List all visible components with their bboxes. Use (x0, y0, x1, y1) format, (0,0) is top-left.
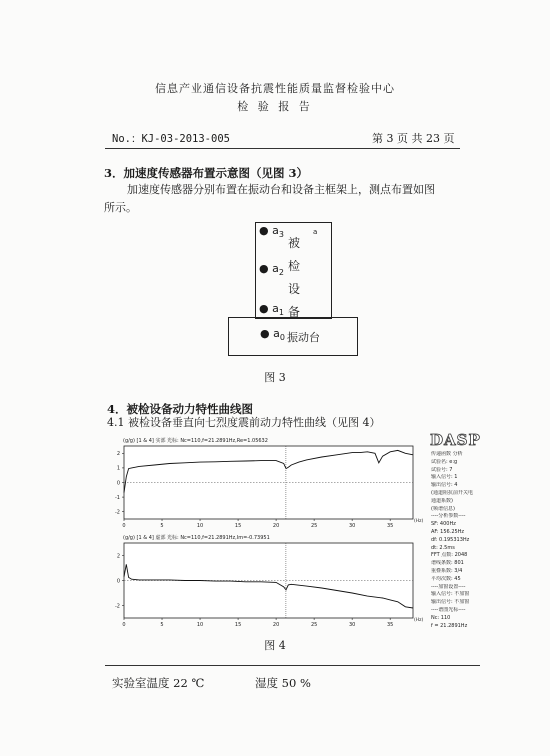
x-tick-label: 10 (196, 523, 204, 529)
dasp-panel-line: FFT 点数: 2048 (431, 552, 468, 559)
section3-para-line2: 所示。 (104, 201, 137, 214)
dasp-panel-line: ----加窗设置---- (431, 583, 466, 590)
x-tick-label: 15 (234, 523, 242, 529)
figure3-caption: 图 3 (264, 371, 286, 384)
dasp-panel-line: 输出信号: 4 (431, 482, 458, 489)
x-tick-label: 20 (272, 622, 280, 628)
y-tick-label: 0 (116, 480, 120, 487)
x-unit-label: (Hz) (414, 519, 424, 524)
y-tick-label: 1 (116, 465, 120, 472)
dasp-parameter-panel (431, 451, 491, 630)
section4-subheading: 4.1 被检设备垂直向七烈度震前动力特性曲线（见图 4） (107, 416, 381, 429)
sensor-a1: ● $a_1$ (259, 302, 284, 318)
x-tick-label: 0 (122, 622, 126, 628)
dasp-panel-line: 输入信号: 不加窗 (431, 591, 470, 598)
x-tick-label: 20 (272, 523, 280, 529)
sensor-letter: a (272, 224, 279, 237)
equipment-label (288, 232, 302, 324)
report-title: 检 验 报 告 (237, 100, 313, 113)
section3-heading: 3．加速度传感器布置示意图（见图 3） (104, 166, 309, 180)
sensor-subscript: 2 (278, 268, 284, 278)
equipment-char: 被 (288, 236, 301, 250)
x-tick-label: 35 (386, 622, 394, 628)
report-number: No.：KJ-03-2013-005 (112, 133, 230, 145)
chart2-imaginary-part (112, 540, 427, 632)
dasp-panel-line: ----分析参数---- (431, 513, 466, 520)
x-tick-label: 10 (196, 622, 204, 628)
x-tick-label: 25 (310, 523, 318, 529)
dasp-panel-line: 输出信号: 不加窗 (431, 599, 470, 606)
y-tick-label: -2 (115, 509, 120, 516)
x-tick-label: 30 (348, 523, 356, 529)
dasp-panel-line: (通道阻抗前开关电 (431, 489, 473, 496)
dasp-logo: DASP (430, 431, 481, 449)
y-tick-label: -2 (115, 603, 120, 610)
equipment-char: 备 (288, 305, 301, 319)
y-tick-label: -1 (115, 494, 120, 501)
chart1-real-part (112, 443, 427, 533)
dasp-panel-line: 输入信号: 1 (431, 474, 458, 481)
equipment-char: 检 (288, 259, 301, 273)
dasp-panel-line: Nc: 110 (431, 614, 451, 621)
dasp-panel-line: AF: 156.25Hz (431, 528, 465, 535)
sensor-a0: ● $a_0$ (260, 327, 285, 343)
org-name: 信息产业通信设备抗震性能质量监督检验中心 (155, 82, 395, 95)
y-tick-label: 0 (116, 578, 120, 585)
dasp-panel-line: 试验号: 7 (431, 466, 453, 473)
sensor-subscript: 1 (278, 308, 284, 318)
dasp-panel-line: 重叠系数: 3/4 (431, 567, 463, 574)
lab-humidity: 湿度 50 % (255, 676, 311, 690)
figure4-caption: 图 4 (264, 639, 286, 652)
dasp-panel-line: df: 0.195313Hz (431, 536, 470, 543)
dasp-panel-line: 通道系数) (431, 497, 453, 504)
dasp-panel-line: 传递函数 分析 (431, 451, 463, 457)
chart2-title: (g/g) [1 & 4] 虚部 光标: Nc=110,f=21.2891Hz,Im=-0.73951 (123, 535, 270, 541)
sensor-subscript: 0 (279, 333, 285, 343)
x-unit-label: (Hz) (414, 618, 424, 623)
section3-para-line1: 加速度传感器分别布置在振动台和设备主框架上，测点布置如图 (127, 183, 435, 196)
dasp-panel-line: 谱线条数: 801 (431, 560, 464, 567)
corner-mark: a (313, 228, 318, 236)
dasp-panel-line: dt: 2.5ms (431, 544, 455, 551)
sensor-a3: ● $a_3$ (259, 224, 284, 240)
dasp-panel-line: 试验名: e:g (431, 458, 458, 465)
x-tick-label: 30 (348, 622, 356, 628)
equipment-char: 设 (288, 282, 301, 296)
x-tick-label: 25 (310, 622, 318, 628)
dasp-panel-line: (频谱信息) (431, 505, 455, 512)
x-tick-label: 5 (160, 622, 164, 628)
x-tick-label: 35 (386, 523, 394, 529)
dasp-panel-line: f = 21.2891Hz (431, 622, 468, 629)
sensor-subscript: 3 (278, 230, 284, 240)
page-info: 第 3 页 共 23 页 (372, 132, 455, 145)
x-tick-label: 15 (234, 622, 242, 628)
y-tick-label: 2 (116, 553, 120, 560)
sensor-a2: ● $a_2$ (259, 262, 284, 278)
dasp-panel-line: 平均次数: 45 (431, 575, 461, 582)
sensor-letter: a (272, 262, 279, 275)
x-tick-label: 0 (122, 523, 126, 529)
y-tick-label: 2 (116, 451, 120, 458)
dasp-panel-line: ----谱图光标---- (431, 606, 466, 613)
lab-temperature: 实验室温度 22 ℃ (112, 676, 205, 690)
sensor-letter: a (272, 302, 279, 315)
x-tick-label: 5 (160, 523, 164, 529)
dasp-panel-line: SF: 400Hz (431, 521, 456, 528)
sensor-letter: a (273, 327, 280, 340)
chart1-title: (g/g) [1 & 4] 实部 光标: Nc=110,f=21.2891Hz,Re=1.05632 (123, 438, 268, 444)
header-rule (105, 148, 460, 149)
section4-heading: 4．被检设备动力特性曲线图 (107, 402, 254, 416)
footer-rule (105, 665, 480, 666)
shake-table-label: 振动台 (287, 331, 320, 344)
